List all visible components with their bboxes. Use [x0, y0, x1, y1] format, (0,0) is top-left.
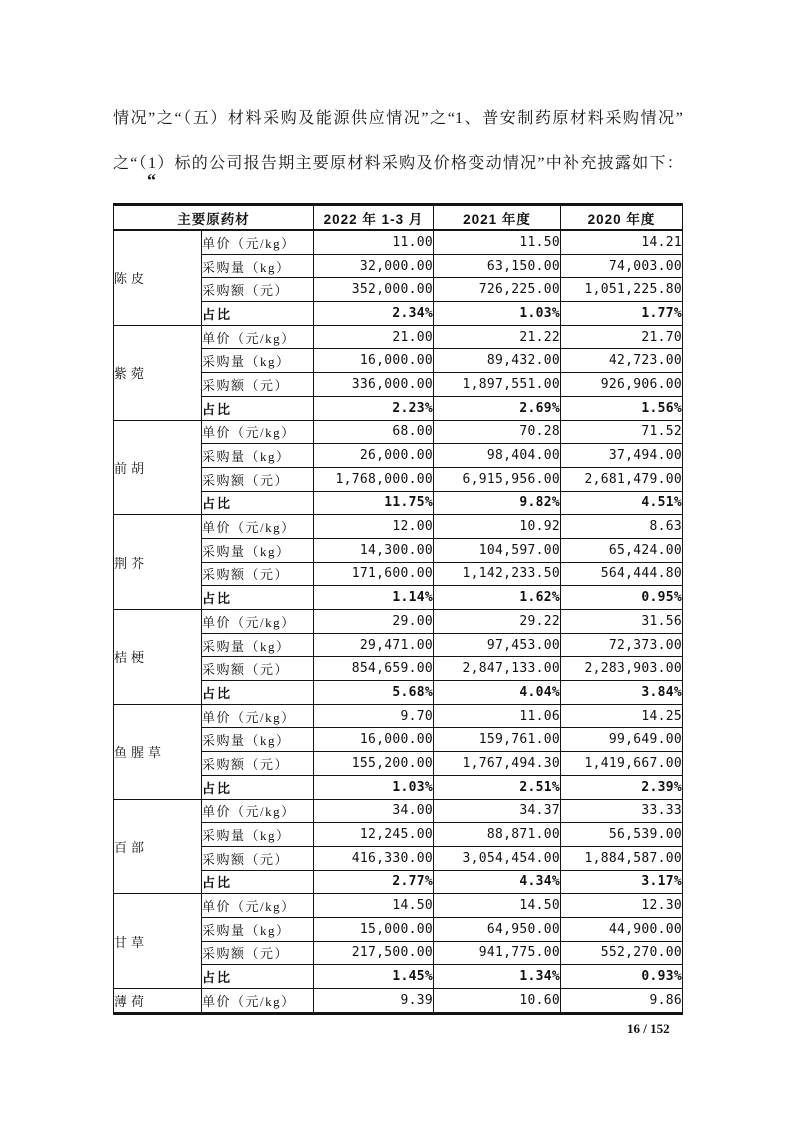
table-row-price [114, 704, 683, 728]
value-cell: 99,649.00 [561, 728, 683, 752]
value-cell: 12,245.00 [314, 823, 434, 847]
value-cell: 11.75% [314, 491, 434, 515]
value-cell: 29.22 [434, 610, 561, 634]
value-cell: 3.17% [561, 870, 683, 894]
metric-label-cell: 采购额（元） [202, 752, 314, 776]
metric-label-cell: 采购量（kg） [202, 444, 314, 468]
value-cell: 1,897,551.00 [434, 373, 561, 397]
value-cell: 1,051,225.80 [561, 278, 683, 302]
value-cell: 10.92 [434, 515, 561, 539]
value-cell: 31.56 [561, 610, 683, 634]
header-period-2022: 2022 年 1-3 月 [314, 205, 434, 231]
value-cell: 63,150.00 [434, 254, 561, 278]
value-cell: 88,871.00 [434, 823, 561, 847]
value-cell: 159,761.00 [434, 728, 561, 752]
material-name-cell: 甘草 [114, 894, 202, 989]
value-cell: 1,884,587.00 [561, 846, 683, 870]
metric-label-cell: 单价（元/kg） [202, 325, 314, 349]
value-cell: 21.00 [314, 325, 434, 349]
value-cell: 68.00 [314, 420, 434, 444]
value-cell: 21.70 [561, 325, 683, 349]
value-cell: 44,900.00 [561, 917, 683, 941]
value-cell: 2.34% [314, 302, 434, 326]
table-row-price [114, 894, 683, 918]
value-cell: 1.77% [561, 302, 683, 326]
table-row-price [114, 515, 683, 539]
material-name-cell: 前胡 [114, 420, 202, 515]
value-cell: 98,404.00 [434, 444, 561, 468]
value-cell: 0.93% [561, 965, 683, 989]
value-cell: 3,054,454.00 [434, 846, 561, 870]
value-cell: 336,000.00 [314, 373, 434, 397]
material-name-cell: 薄荷 [114, 989, 202, 1014]
metric-label-cell: 占比 [202, 965, 314, 989]
body-text-line-1: 情况”之“（五）材料采购及能源供应情况”之“1、普安制药原材料采购情况” [113, 110, 683, 127]
value-cell: 9.39 [314, 989, 434, 1014]
value-cell: 564,444.80 [561, 562, 683, 586]
metric-label-cell: 采购量（kg） [202, 728, 314, 752]
value-cell: 2.77% [314, 870, 434, 894]
value-cell: 155,200.00 [314, 752, 434, 776]
metric-label-cell: 单价（元/kg） [202, 230, 314, 254]
value-cell: 4.04% [434, 681, 561, 705]
page-number: 16 / 152 [627, 1021, 670, 1036]
header-period-2020: 2020 年度 [561, 205, 683, 231]
table-row-price [114, 325, 683, 349]
value-cell: 1.03% [314, 775, 434, 799]
value-cell: 16,000.00 [314, 728, 434, 752]
value-cell: 70.28 [434, 420, 561, 444]
metric-label-cell: 占比 [202, 775, 314, 799]
material-name-cell: 荆芥 [114, 515, 202, 610]
metric-label-cell: 占比 [202, 586, 314, 610]
metric-label-cell: 单价（元/kg） [202, 799, 314, 823]
value-cell: 65,424.00 [561, 538, 683, 562]
value-cell: 15,000.00 [314, 917, 434, 941]
value-cell: 72,373.00 [561, 633, 683, 657]
value-cell: 416,330.00 [314, 846, 434, 870]
value-cell: 1.14% [314, 586, 434, 610]
value-cell: 74,003.00 [561, 254, 683, 278]
value-cell: 89,432.00 [434, 349, 561, 373]
metric-label-cell: 采购额（元） [202, 657, 314, 681]
value-cell: 2,283,903.00 [561, 657, 683, 681]
value-cell: 14.50 [314, 894, 434, 918]
value-cell: 34.00 [314, 799, 434, 823]
metric-label-cell: 采购量（kg） [202, 917, 314, 941]
value-cell: 97,453.00 [434, 633, 561, 657]
table-row-price [114, 230, 683, 254]
opening-quote-mark: “ [147, 170, 156, 190]
value-cell: 37,494.00 [561, 444, 683, 468]
value-cell: 2,847,133.00 [434, 657, 561, 681]
value-cell: 12.30 [561, 894, 683, 918]
value-cell: 171,600.00 [314, 562, 434, 586]
metric-label-cell: 采购额（元） [202, 467, 314, 491]
value-cell: 8.63 [561, 515, 683, 539]
value-cell: 217,500.00 [314, 941, 434, 965]
value-cell: 4.51% [561, 491, 683, 515]
value-cell: 9.70 [314, 704, 434, 728]
table-row-price [114, 610, 683, 634]
metric-label-cell: 采购量（kg） [202, 823, 314, 847]
metric-label-cell: 单价（元/kg） [202, 989, 314, 1014]
value-cell: 9.86 [561, 989, 683, 1014]
value-cell: 16,000.00 [314, 349, 434, 373]
value-cell: 11.06 [434, 704, 561, 728]
value-cell: 2.51% [434, 775, 561, 799]
metric-label-cell: 采购量（kg） [202, 633, 314, 657]
value-cell: 1.62% [434, 586, 561, 610]
metric-label-cell: 单价（元/kg） [202, 515, 314, 539]
material-name-cell: 桔梗 [114, 610, 202, 705]
value-cell: 64,950.00 [434, 917, 561, 941]
metric-label-cell: 单价（元/kg） [202, 420, 314, 444]
value-cell: 726,225.00 [434, 278, 561, 302]
value-cell: 10.60 [434, 989, 561, 1014]
value-cell: 3.84% [561, 681, 683, 705]
metric-label-cell: 占比 [202, 396, 314, 420]
value-cell: 32,000.00 [314, 254, 434, 278]
value-cell: 9.82% [434, 491, 561, 515]
value-cell: 1.56% [561, 396, 683, 420]
value-cell: 4.34% [434, 870, 561, 894]
metric-label-cell: 占比 [202, 681, 314, 705]
value-cell: 2.69% [434, 396, 561, 420]
value-cell: 26,000.00 [314, 444, 434, 468]
value-cell: 1,419,667.00 [561, 752, 683, 776]
material-name-cell: 鱼腥草 [114, 704, 202, 799]
value-cell: 29.00 [314, 610, 434, 634]
value-cell: 42,723.00 [561, 349, 683, 373]
metric-label-cell: 占比 [202, 491, 314, 515]
value-cell: 12.00 [314, 515, 434, 539]
metric-label-cell: 采购额（元） [202, 846, 314, 870]
metric-label-cell: 采购额（元） [202, 941, 314, 965]
value-cell: 941,775.00 [434, 941, 561, 965]
value-cell: 71.52 [561, 420, 683, 444]
value-cell: 854,659.00 [314, 657, 434, 681]
table-header-row [114, 205, 683, 231]
body-text-line-2: 之“（1）标的公司报告期主要原材料采购及价格变动情况”中补充披露如下： [113, 155, 683, 172]
value-cell: 14.25 [561, 704, 683, 728]
table-row-price [114, 989, 683, 1014]
value-cell: 104,597.00 [434, 538, 561, 562]
value-cell: 552,270.00 [561, 941, 683, 965]
value-cell: 6,915,956.00 [434, 467, 561, 491]
header-main-materials: 主要原药材 [114, 205, 314, 231]
value-cell: 29,471.00 [314, 633, 434, 657]
value-cell: 0.95% [561, 586, 683, 610]
value-cell: 1.34% [434, 965, 561, 989]
metric-label-cell: 占比 [202, 302, 314, 326]
material-name-cell: 陈皮 [114, 230, 202, 325]
metric-label-cell: 采购量（kg） [202, 538, 314, 562]
value-cell: 14.50 [434, 894, 561, 918]
metric-label-cell: 采购额（元） [202, 278, 314, 302]
metric-label-cell: 采购量（kg） [202, 349, 314, 373]
value-cell: 11.50 [434, 230, 561, 254]
value-cell: 1.45% [314, 965, 434, 989]
header-period-2021: 2021 年度 [434, 205, 561, 231]
value-cell: 2.39% [561, 775, 683, 799]
material-name-cell: 百部 [114, 799, 202, 894]
metric-label-cell: 占比 [202, 870, 314, 894]
metric-label-cell: 单价（元/kg） [202, 894, 314, 918]
metric-label-cell: 采购量（kg） [202, 254, 314, 278]
value-cell: 11.00 [314, 230, 434, 254]
metric-label-cell: 单价（元/kg） [202, 610, 314, 634]
value-cell: 2,681,479.00 [561, 467, 683, 491]
raw-materials-table [113, 203, 683, 1015]
value-cell: 5.68% [314, 681, 434, 705]
material-name-cell: 紫菀 [114, 325, 202, 420]
metric-label-cell: 采购额（元） [202, 562, 314, 586]
value-cell: 926,906.00 [561, 373, 683, 397]
value-cell: 1,767,494.30 [434, 752, 561, 776]
value-cell: 56,539.00 [561, 823, 683, 847]
table-row-price [114, 420, 683, 444]
metric-label-cell: 采购额（元） [202, 373, 314, 397]
value-cell: 352,000.00 [314, 278, 434, 302]
metric-label-cell: 单价（元/kg） [202, 704, 314, 728]
table-row-price [114, 799, 683, 823]
value-cell: 14.21 [561, 230, 683, 254]
value-cell: 21.22 [434, 325, 561, 349]
value-cell: 1,768,000.00 [314, 467, 434, 491]
value-cell: 1,142,233.50 [434, 562, 561, 586]
value-cell: 14,300.00 [314, 538, 434, 562]
value-cell: 1.03% [434, 302, 561, 326]
value-cell: 34.37 [434, 799, 561, 823]
value-cell: 2.23% [314, 396, 434, 420]
value-cell: 33.33 [561, 799, 683, 823]
